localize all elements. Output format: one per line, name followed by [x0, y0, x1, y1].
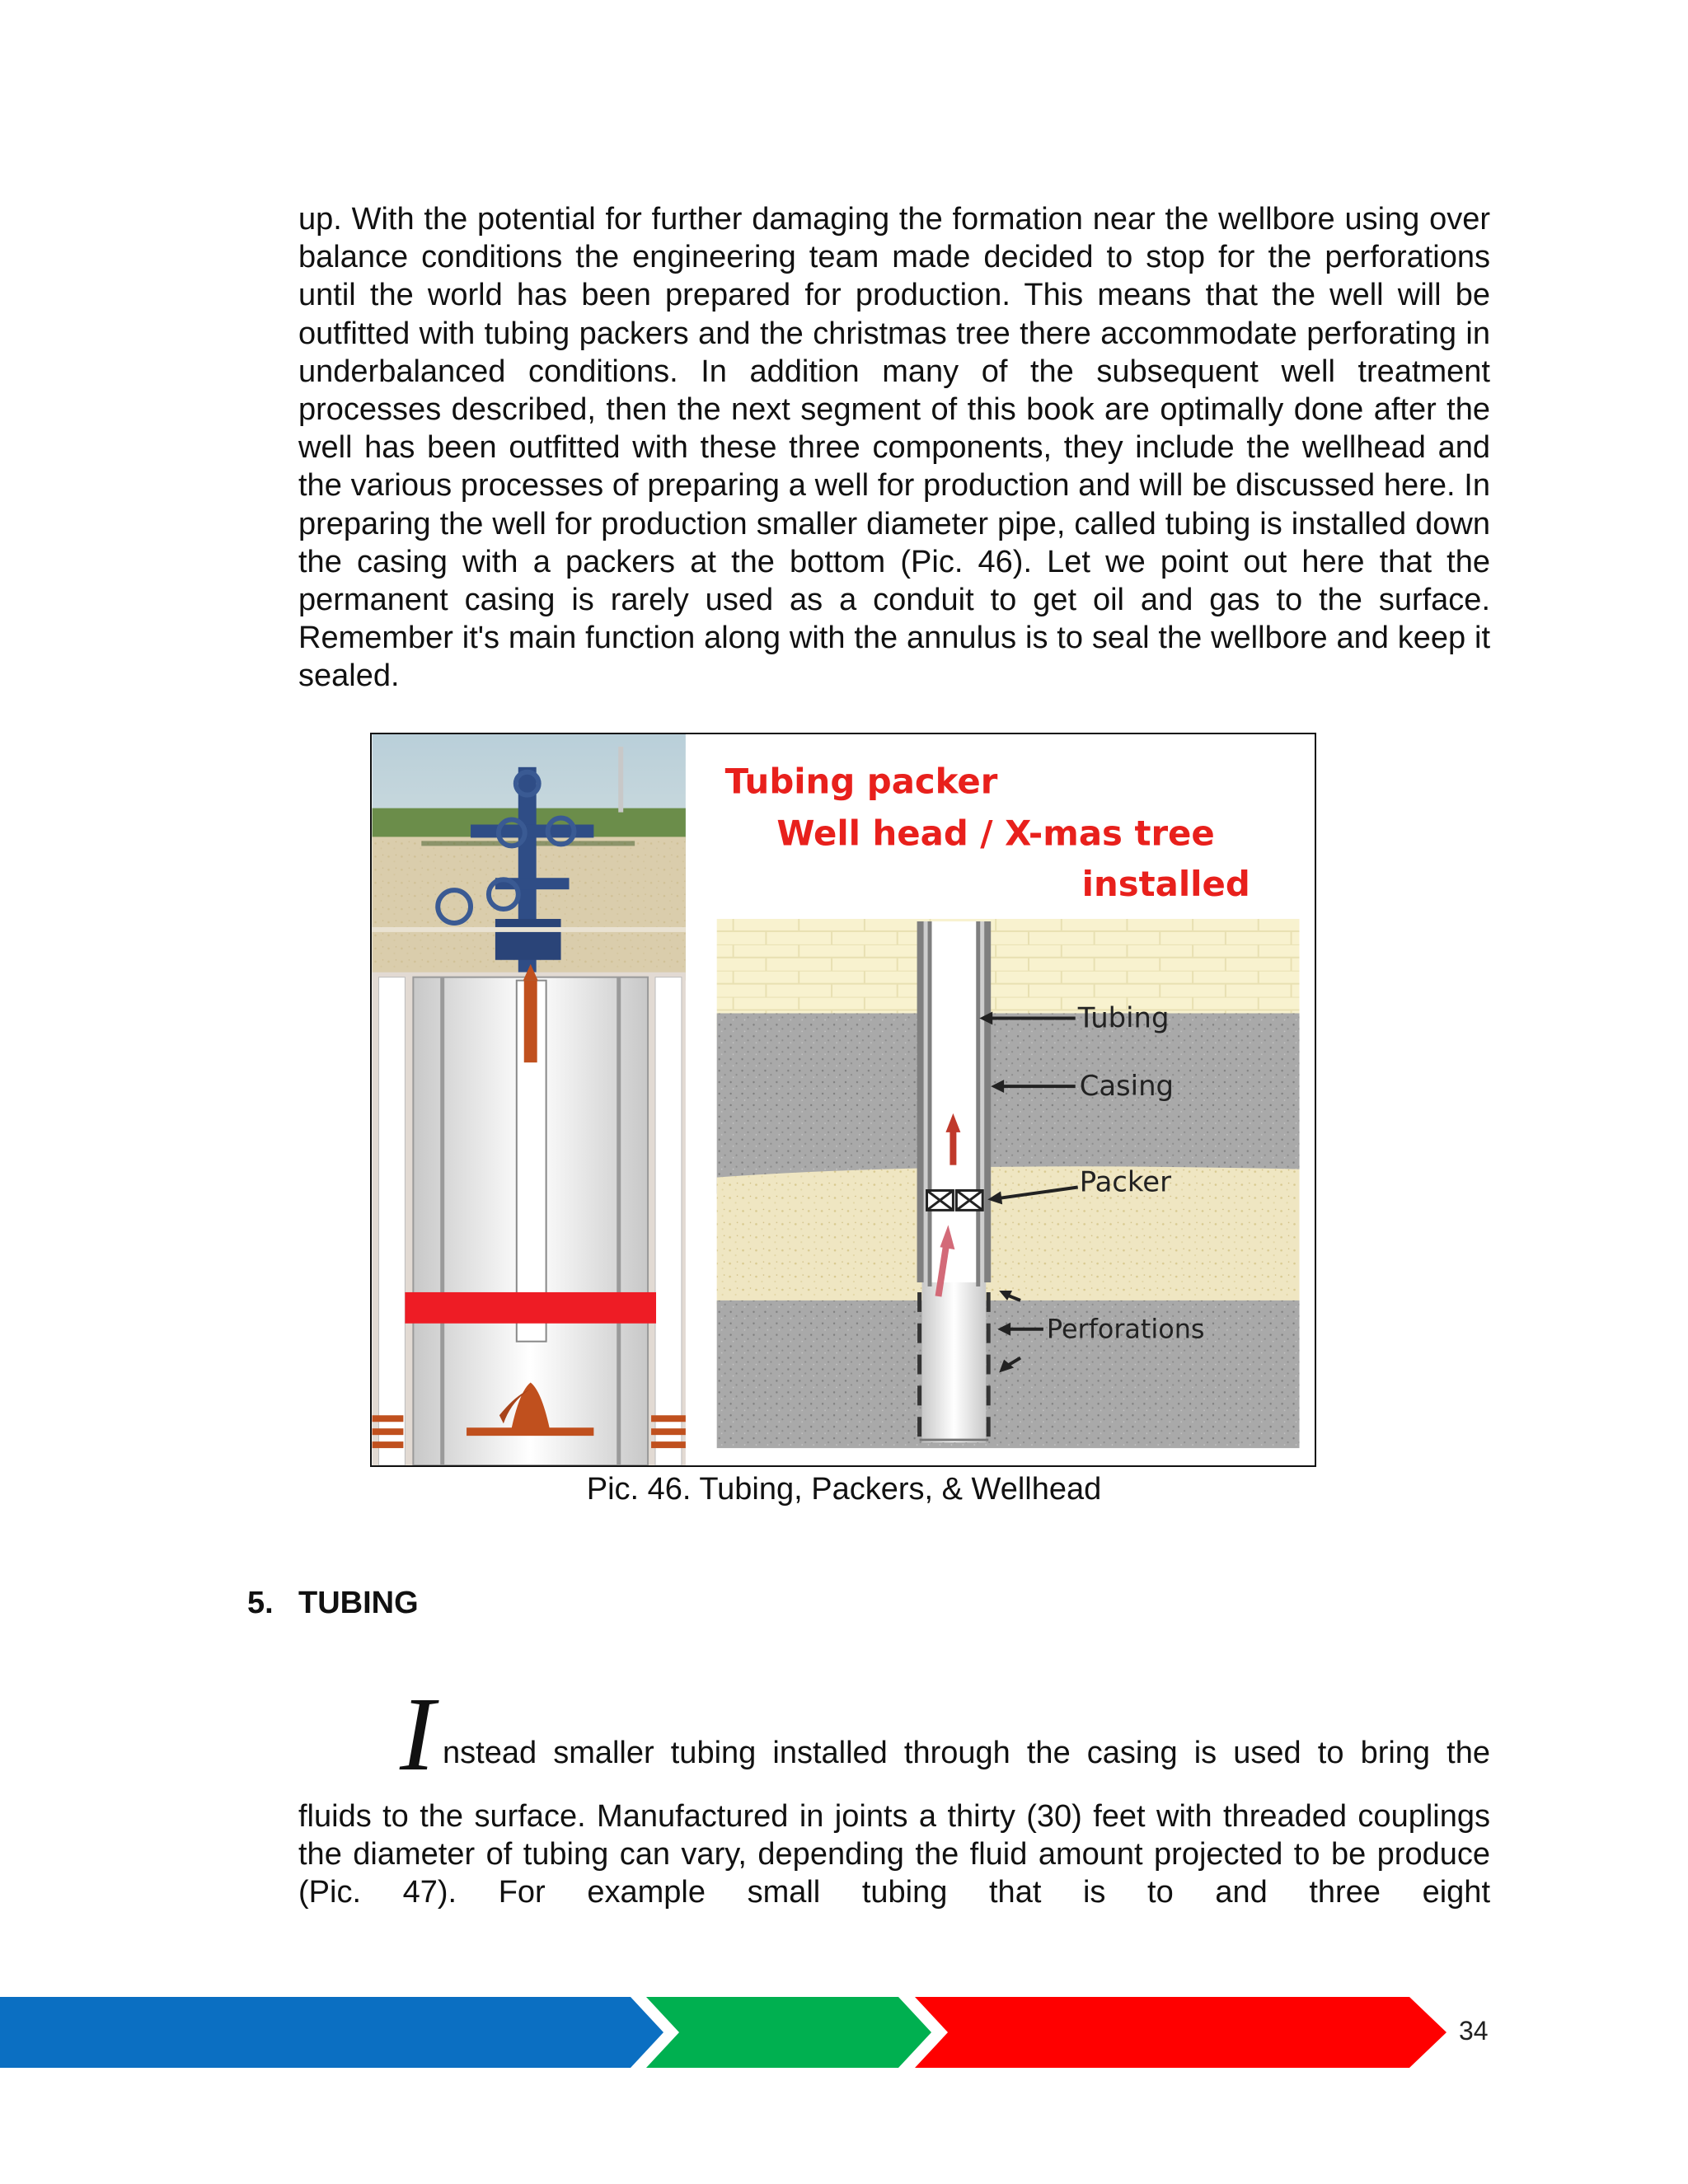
- footer-arrow-green: [646, 1997, 931, 2068]
- wellhead-photo: [373, 734, 686, 981]
- figure-title-line-3: installed: [1081, 864, 1250, 905]
- figure-caption: Pic. 46. Tubing, Packers, & Wellhead: [586, 1472, 1102, 1507]
- figure-illustration: [372, 734, 1315, 1465]
- label-packer: Packer: [1079, 1165, 1172, 1198]
- dropcap-paragraph-start: [400, 1675, 1490, 1793]
- dropcap-line-text: nstead smaller tubing installed through the casing is used to bring the: [443, 1736, 1490, 1770]
- dropcap-letter: I: [400, 1675, 435, 1793]
- page-number: 34: [1459, 2016, 1489, 2046]
- footer-arrow-blue: [0, 1997, 663, 2068]
- section-heading: [247, 1584, 419, 1622]
- figure-title-line-2: Well head / X-mas tree: [776, 813, 1215, 854]
- label-perforations: Perforations: [1046, 1313, 1205, 1345]
- footer-arrow-banner: [0, 1995, 1451, 2069]
- label-casing: Casing: [1079, 1070, 1175, 1103]
- cutaway-diagram: [373, 964, 686, 1465]
- well-schematic: [717, 919, 1300, 1448]
- body-paragraph-1: up. With the potential for further damaging the formation near the wellbore using over balance conditions the engineering team made decided to stop for the perforations until the world has been prepared for production. This means that the well will be outfitted with tubing packers and the christmas tree there accommodate perforating in underbalanced conditions. In addition many of the subsequent well treatment processes described, then the next segment of this book are optimally done after the well has been outfitted with these three components, they include the wellhead and the various processes of preparing a well for production and will be discussed here. In preparing the well for production smaller diameter pipe, called tubing is installed down the casing with a packers at the bottom (Pic. 46). Let we point out here that the permanent casing is rarely used as a conduit to get oil and gas to the surface. Remember it's main function along with the annulus is to seal the wellbore and keep it sealed.: [298, 202, 1490, 694]
- figure-title-line-1: Tubing packer: [724, 761, 998, 802]
- label-tubing: Tubing: [1077, 1001, 1170, 1034]
- footer-arrow-red: [915, 1997, 1447, 2068]
- figure-pic-46: [370, 733, 1316, 1467]
- section-number: 5.: [247, 1586, 274, 1620]
- body-paragraph-2: fluids to the surface. Manufactured in joints a thirty (30) feet with threaded couplings the diameter of tubing can vary, depending the fluid amount projected to be produce (Pic. 47). For example small tubing that is to and three eight: [298, 1799, 1490, 1910]
- section-title: TUBING: [298, 1586, 419, 1620]
